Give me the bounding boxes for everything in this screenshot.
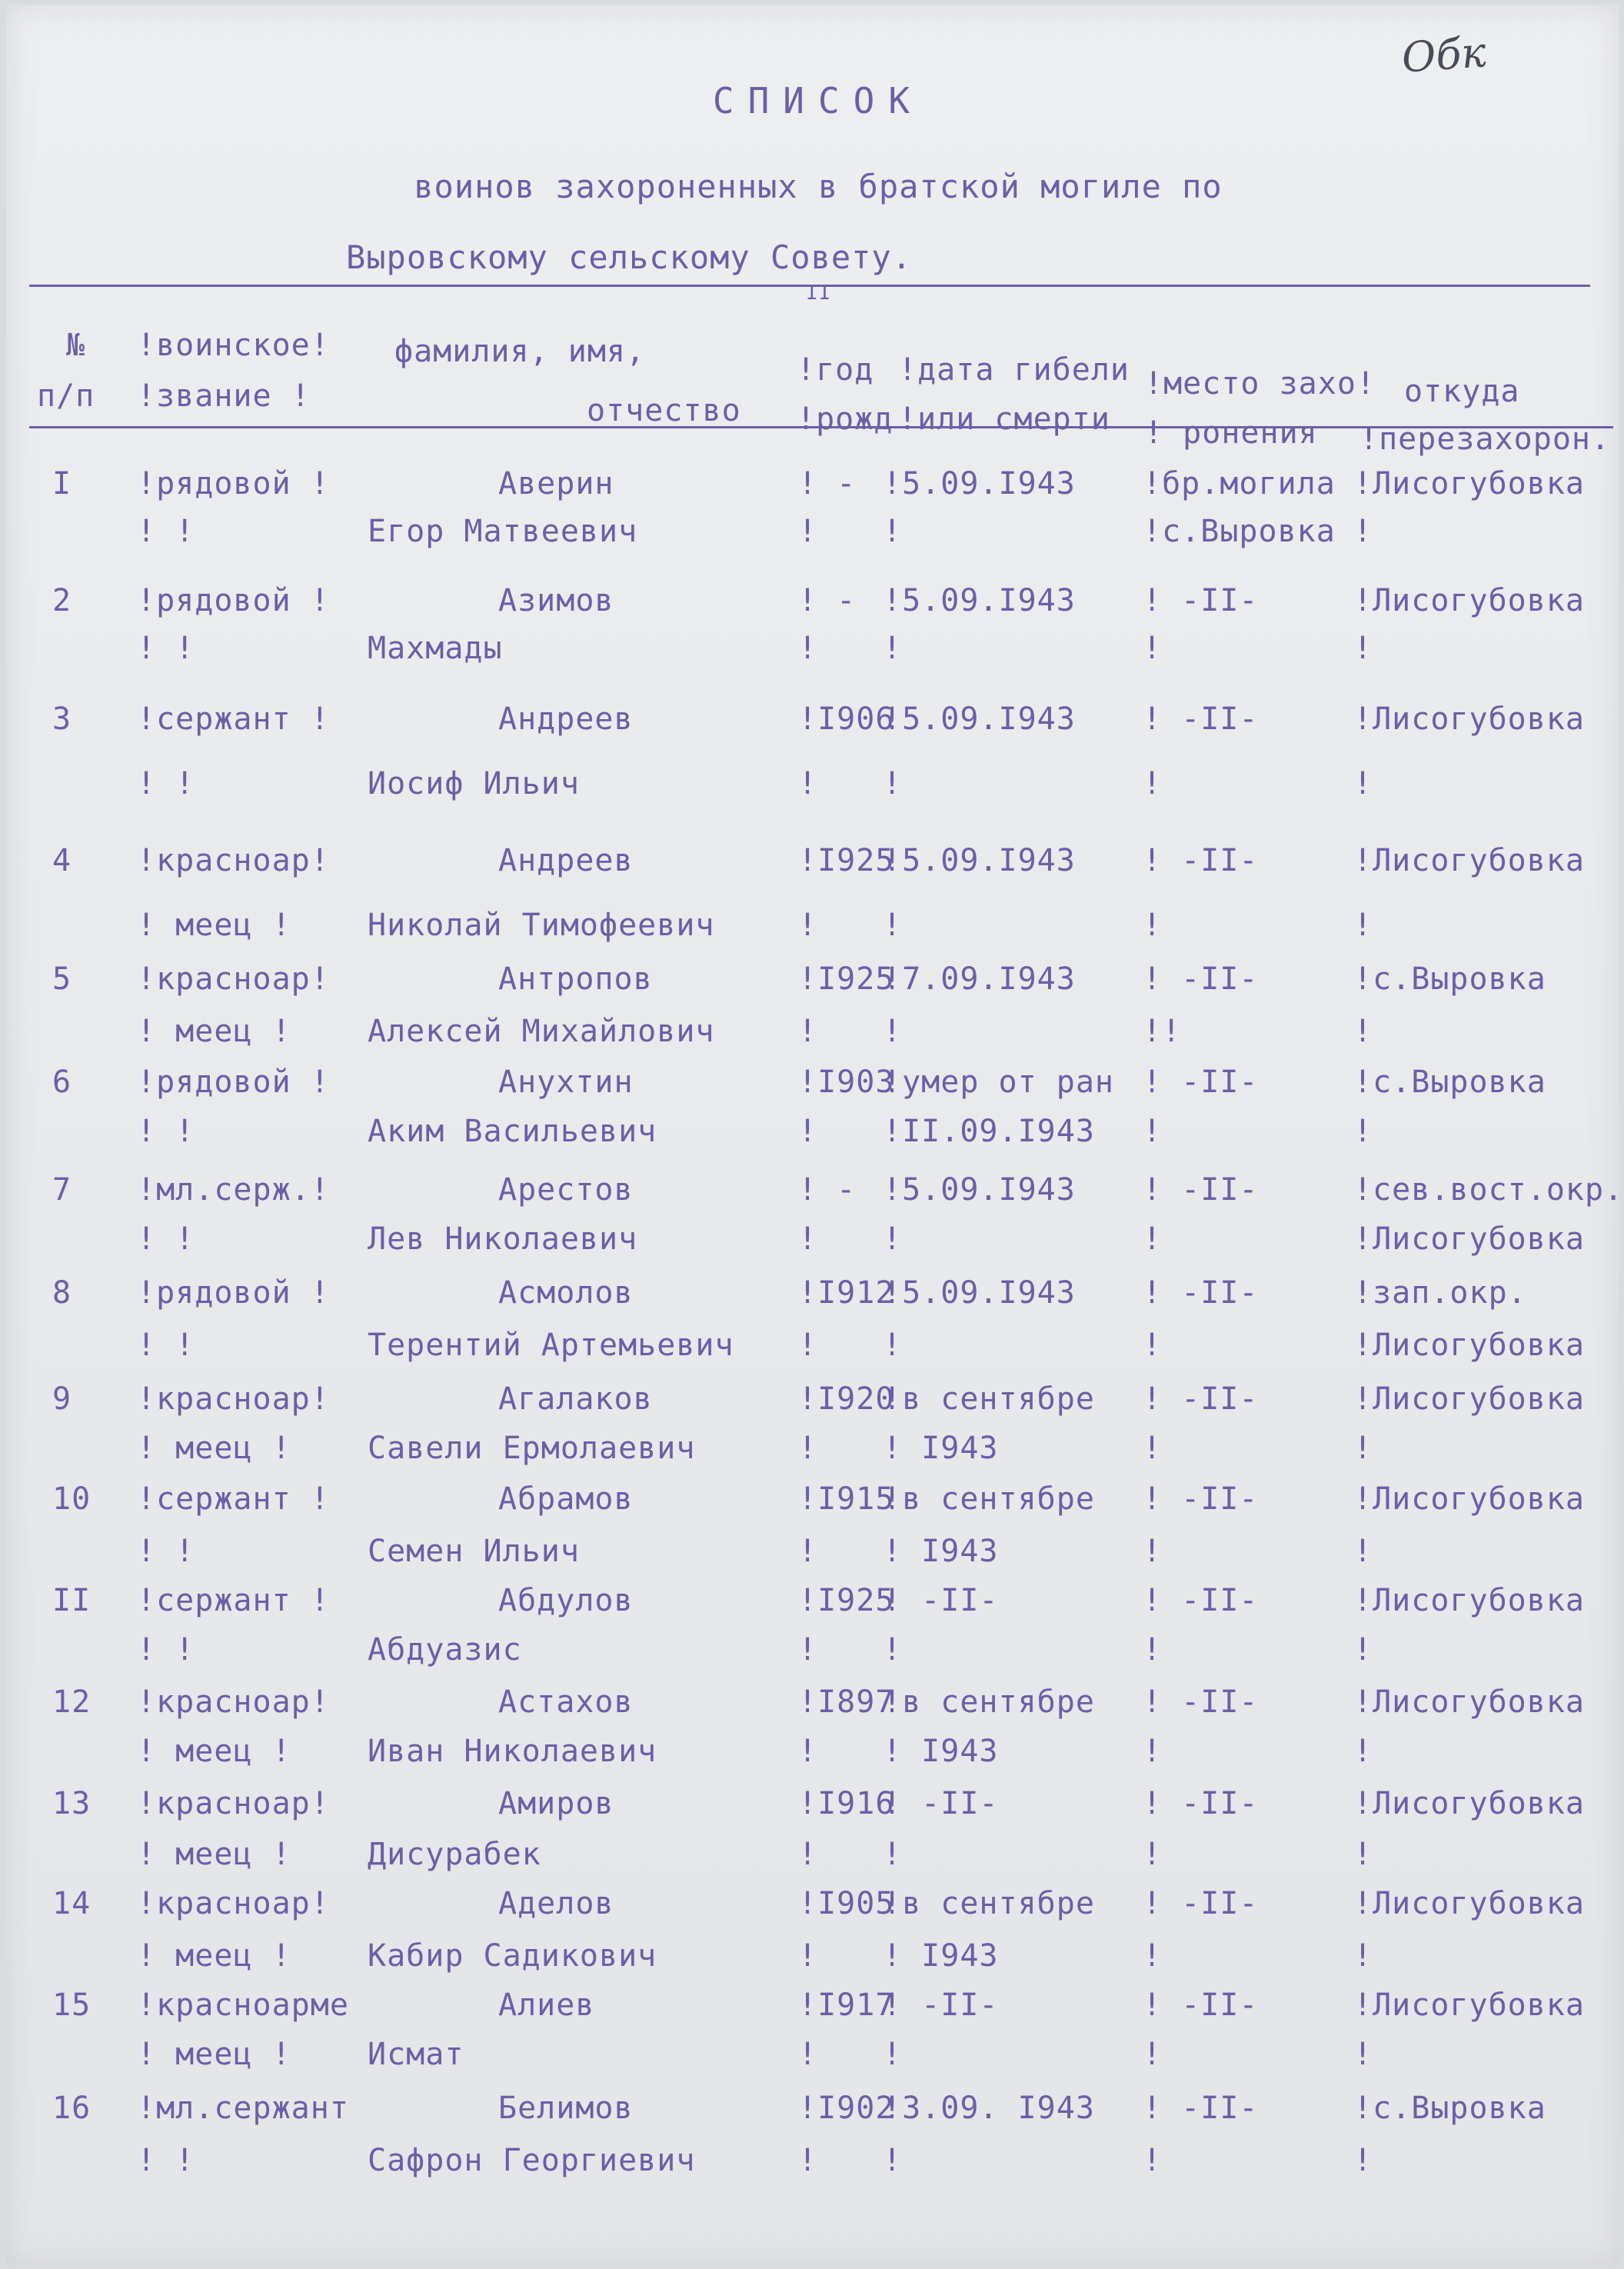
row-burial-place: ! -II- [1143, 1786, 1259, 1821]
row-rank-line2: ! меец ! [137, 1837, 291, 1872]
row-birth-year-line2: ! [798, 514, 818, 549]
row-death-date: ! -II- [883, 1786, 999, 1821]
row-birth-year: !I912 [798, 1275, 895, 1311]
row-rank-line2: ! меец ! [137, 1014, 291, 1049]
row-reburied-from-line2: ! [1353, 1938, 1373, 1974]
header-date-l1: !дата гибели [898, 352, 1130, 388]
row-number: 13 [52, 1786, 92, 1821]
row-rank-line1: !красноар! [137, 1786, 330, 1821]
row-birth-year: !I915 [798, 1481, 895, 1517]
row-death-date-line2: ! [883, 514, 903, 549]
row-number: 16 [52, 2091, 92, 2126]
row-number: 2 [52, 583, 72, 618]
header-rank-l1: !воинское! [137, 328, 330, 363]
row-rank-line1: !красноарме [137, 1987, 349, 2023]
row-number: 5 [52, 961, 72, 997]
document-title: СПИСОК [712, 80, 924, 122]
row-rank-line2: ! меец ! [137, 1938, 291, 1974]
row-burial-place-line2: ! [1143, 1938, 1163, 1974]
row-burial-place: ! -II- [1143, 1684, 1259, 1720]
row-birth-year-line2: ! [798, 631, 818, 666]
row-burial-place: ! -II- [1143, 1275, 1259, 1311]
row-death-date: !7.09.I943 [883, 961, 1076, 997]
row-burial-place: ! -II- [1143, 843, 1259, 878]
row-reburied-from: !с.Выровка [1353, 961, 1546, 997]
row-rank-line1: !сержант ! [137, 1481, 330, 1517]
row-burial-place-line2: ! [1143, 1734, 1163, 1769]
row-burial-place-line2: ! [1143, 1328, 1163, 1363]
row-birth-year-line2: ! [798, 1114, 818, 1149]
row-rank-line1: !сержант ! [137, 701, 330, 737]
row-birth-year-line2: ! [798, 1632, 818, 1668]
row-given-names: Сафрон Георгиевич [368, 2143, 696, 2178]
row-death-date: ! -II- [883, 1987, 999, 2023]
row-birth-year-line2: ! [798, 1014, 818, 1049]
row-birth-year: !I920 [798, 1381, 895, 1417]
row-reburied-from: !зап.окр. [1353, 1275, 1527, 1311]
row-surname: Амиров [498, 1786, 614, 1821]
row-rank-line2: ! ! [137, 1632, 195, 1668]
row-birth-year-line2: ! [798, 1328, 818, 1363]
row-death-date-line2: ! I943 [883, 1734, 999, 1769]
row-rank-line1: !сержант ! [137, 1583, 330, 1618]
row-number: 6 [52, 1065, 72, 1100]
row-given-names: Аким Васильевич [368, 1114, 657, 1149]
row-burial-place-line2: !! [1143, 1014, 1182, 1049]
row-birth-year-line2: ! [798, 1938, 818, 1974]
header-top-rule [29, 285, 1590, 287]
row-given-names: Семен Ильич [368, 1534, 580, 1569]
row-reburied-from-line2: ! [1353, 1734, 1373, 1769]
row-death-date: !в сентябре [883, 1481, 1095, 1517]
row-rank-line1: !красноар! [137, 961, 330, 997]
row-reburied-from-line2: ! [1353, 631, 1373, 666]
row-surname: Абрамов [498, 1481, 634, 1517]
header-year-l1: !год [797, 352, 874, 388]
row-given-names: Дисурабек [368, 1837, 541, 1872]
row-death-date: !5.09.I943 [883, 583, 1076, 618]
header-name-l1: фамилия, имя, [394, 334, 646, 369]
row-death-date: !в сентябре [883, 1684, 1095, 1720]
header-bottom-rule [29, 426, 1613, 428]
row-birth-year-line2: ! [798, 908, 818, 943]
row-surname: Азимов [498, 583, 614, 618]
row-birth-year: !I925 [798, 1583, 895, 1618]
row-death-date: !5.09.I943 [883, 701, 1076, 737]
row-burial-place-line2: ! [1143, 1221, 1163, 1257]
row-rank-line2: ! ! [137, 2143, 195, 2178]
row-reburied-from: !сев.вост.окр. [1353, 1172, 1624, 1208]
header-date-l2: !или смерти [898, 401, 1110, 437]
row-birth-year-line2: ! [798, 1837, 818, 1872]
header-name-l2: отчество [587, 393, 741, 428]
row-rank-line2: ! ! [137, 1221, 195, 1257]
row-surname: Агалаков [498, 1381, 653, 1417]
row-death-date: !5.09.I943 [883, 843, 1076, 878]
row-reburied-from-line2: ! [1353, 2037, 1373, 2072]
row-death-date: ! -II- [883, 1583, 999, 1618]
row-burial-place-line2: ! [1143, 908, 1163, 943]
row-surname: Белимов [498, 2091, 634, 2126]
row-rank-line1: !рядовой ! [137, 1275, 330, 1311]
row-birth-year: !I897 [798, 1684, 895, 1720]
row-rank-line1: !мл.серж.! [137, 1172, 330, 1208]
row-birth-year: ! - [798, 466, 857, 501]
row-given-names: Терентий Артемьевич [368, 1328, 734, 1363]
row-burial-place: ! -II- [1143, 1583, 1259, 1618]
row-burial-place-line2: ! [1143, 1114, 1163, 1149]
row-number: 10 [52, 1481, 92, 1517]
header-from-l2: !перезахорон. [1359, 421, 1611, 457]
row-reburied-from: !Лисогубовка [1353, 701, 1585, 737]
row-birth-year: ! - [798, 583, 857, 618]
row-burial-place: !бр.могила [1143, 466, 1336, 501]
row-reburied-from: !Лисогубовка [1353, 466, 1585, 501]
row-rank-line2: ! ! [137, 514, 195, 549]
document-sheet [6, 5, 1624, 2264]
row-rank-line2: ! ! [137, 766, 195, 801]
row-given-names: Махмады [368, 631, 503, 666]
row-burial-place-line2: ! [1143, 1837, 1163, 1872]
row-burial-place-line2: ! [1143, 631, 1163, 666]
row-death-date: !5.09.I943 [883, 1275, 1076, 1311]
document-subtitle-line1: воинов захороненных в братской могиле по [414, 168, 1223, 205]
row-reburied-from-line2: ! [1353, 1837, 1373, 1872]
row-birth-year: !I903 [798, 1065, 895, 1100]
row-death-date-line2: ! [883, 1632, 903, 1668]
row-reburied-from-line2: !Лисогубовка [1353, 1221, 1585, 1257]
row-rank-line1: !рядовой ! [137, 583, 330, 618]
row-birth-year: ! - [798, 1172, 857, 1208]
row-number: 4 [52, 843, 72, 878]
row-reburied-from-line2: ! [1353, 1014, 1373, 1049]
row-burial-place-line2: ! [1143, 2143, 1163, 2178]
row-birth-year: !I925 [798, 843, 895, 878]
row-death-date-line2: ! [883, 766, 903, 801]
row-birth-year-line2: ! [798, 1734, 818, 1769]
row-reburied-from-line2: ! [1353, 766, 1373, 801]
row-surname: Анухтин [498, 1065, 634, 1100]
corner-handwritten-mark: Обк [1399, 28, 1488, 82]
row-number: I [52, 466, 72, 501]
row-given-names: Иван Николаевич [368, 1734, 657, 1769]
row-given-names: Абдуазис [368, 1632, 522, 1668]
row-death-date-line2: ! [883, 631, 903, 666]
row-given-names: Иосиф Ильич [368, 766, 580, 801]
row-reburied-from-line2: ! [1353, 1534, 1373, 1569]
row-number: II [52, 1583, 92, 1618]
row-rank-line2: ! ! [137, 1534, 195, 1569]
row-birth-year-line2: ! [798, 1221, 818, 1257]
row-death-date: !умер от ран [883, 1065, 1114, 1100]
row-rank-line2: ! ! [137, 1114, 195, 1149]
row-number: 7 [52, 1172, 72, 1208]
row-birth-year-line2: ! [798, 766, 818, 801]
row-birth-year: !I916 [798, 1786, 895, 1821]
row-number: 14 [52, 1886, 92, 1921]
header-num-l1: № [66, 328, 86, 363]
row-death-date-line2: !II.09.I943 [883, 1114, 1095, 1149]
row-rank-line2: ! ! [137, 631, 195, 666]
row-reburied-from: !с.Выровка [1353, 2091, 1546, 2126]
row-burial-place-line2: ! [1143, 1632, 1163, 1668]
row-surname: Астахов [498, 1684, 634, 1720]
row-reburied-from: !Лисогубовка [1353, 1786, 1585, 1821]
row-birth-year: !I902 [798, 2091, 895, 2126]
row-rank-line1: !красноар! [137, 1886, 330, 1921]
row-death-date-line2: ! I943 [883, 1938, 999, 1974]
row-given-names: Николай Тимофеевич [368, 908, 715, 943]
row-rank-line1: !рядовой ! [137, 1065, 330, 1100]
row-given-names: Исмат [368, 2037, 464, 2072]
row-rank-line1: !рядовой ! [137, 466, 330, 501]
row-death-date-line2: ! [883, 1328, 903, 1363]
row-surname: Андреев [498, 843, 634, 878]
row-rank-line2: ! ! [137, 1328, 195, 1363]
row-number: 15 [52, 1987, 92, 2023]
row-burial-place-line2: ! [1143, 2037, 1163, 2072]
row-death-date-line2: ! I943 [883, 1534, 999, 1569]
header-from-l1: откуда [1404, 374, 1520, 409]
row-reburied-from-line2: ! [1353, 1632, 1373, 1668]
row-burial-place-line2: ! [1143, 1534, 1163, 1569]
row-rank-line2: ! меец ! [137, 1734, 291, 1769]
row-number: 12 [52, 1684, 92, 1720]
row-surname: Андреев [498, 701, 634, 737]
row-reburied-from: !Лисогубовка [1353, 843, 1585, 878]
header-year-l2: !рожд [797, 401, 894, 437]
row-rank-line2: ! меец ! [137, 1431, 291, 1466]
row-rank-line2: ! меец ! [137, 908, 291, 943]
row-death-date-line2: ! [883, 1014, 903, 1049]
row-burial-place-line2: ! [1143, 1431, 1163, 1466]
row-death-date-line2: ! [883, 1221, 903, 1257]
row-surname: Асмолов [498, 1275, 634, 1311]
row-reburied-from-line2: ! [1353, 514, 1373, 549]
row-death-date: !в сентябре [883, 1886, 1095, 1921]
row-rank-line1: !мл.сержант [137, 2091, 349, 2126]
row-burial-place: ! -II- [1143, 1886, 1259, 1921]
row-surname: Алиев [498, 1987, 595, 2023]
row-rank-line1: !красноар! [137, 1684, 330, 1720]
row-reburied-from: !Лисогубовка [1353, 1481, 1585, 1517]
header-num-l2: п/п [37, 378, 95, 414]
row-death-date: !3.09. I943 [883, 2091, 1095, 2126]
row-rank-line1: !красноар! [137, 1381, 330, 1417]
row-reburied-from: !с.Выровка [1353, 1065, 1546, 1100]
row-given-names: Лев Николаевич [368, 1221, 638, 1257]
row-birth-year: !I905 [798, 1886, 895, 1921]
row-burial-place-line2: ! [1143, 766, 1163, 801]
page-number: II [806, 282, 832, 305]
row-given-names: Егор Матвеевич [368, 514, 638, 549]
row-burial-place: ! -II- [1143, 701, 1259, 737]
row-surname: Антропов [498, 961, 653, 997]
row-given-names: Савели Ермолаевич [368, 1431, 696, 1466]
header-rank-l2: !звание ! [137, 378, 311, 414]
header-place-l2: ! ронения [1144, 415, 1318, 451]
row-reburied-from: !Лисогубовка [1353, 1886, 1585, 1921]
row-reburied-from-line2: ! [1353, 908, 1373, 943]
row-burial-place-line2: !с.Выровка [1143, 514, 1336, 549]
row-surname: Аверин [498, 466, 614, 501]
row-reburied-from: !Лисогубовка [1353, 1381, 1585, 1417]
row-burial-place: ! -II- [1143, 961, 1259, 997]
row-death-date-line2: ! [883, 2037, 903, 2072]
row-reburied-from-line2: ! [1353, 2143, 1373, 2178]
document-subtitle-line2: Выровскому сельскому Совету. [345, 238, 912, 276]
row-given-names: Алексей Михайлович [368, 1014, 715, 1049]
row-reburied-from-line2: ! [1353, 1431, 1373, 1466]
row-burial-place: ! -II- [1143, 1987, 1259, 2023]
row-reburied-from-line2: !Лисогубовка [1353, 1328, 1585, 1363]
row-burial-place: ! -II- [1143, 1481, 1259, 1517]
row-number: 8 [52, 1275, 72, 1311]
row-burial-place: ! -II- [1143, 583, 1259, 618]
row-reburied-from: !Лисогубовка [1353, 583, 1585, 618]
row-birth-year-line2: ! [798, 2143, 818, 2178]
row-death-date: !5.09.I943 [883, 1172, 1076, 1208]
row-surname: Арестов [498, 1172, 634, 1208]
row-burial-place: ! -II- [1143, 1381, 1259, 1417]
row-rank-line1: !красноар! [137, 843, 330, 878]
row-death-date: !в сентябре [883, 1381, 1095, 1417]
row-number: 9 [52, 1381, 72, 1417]
row-rank-line2: ! меец ! [137, 2037, 291, 2072]
row-birth-year-line2: ! [798, 1534, 818, 1569]
row-burial-place: ! -II- [1143, 1172, 1259, 1208]
row-surname: Аделов [498, 1886, 614, 1921]
row-reburied-from: !Лисогубовка [1353, 1583, 1585, 1618]
row-surname: Абдулов [498, 1583, 634, 1618]
row-given-names: Кабир Садикович [368, 1938, 657, 1974]
row-birth-year: !I906 [798, 701, 895, 737]
row-number: 3 [52, 701, 72, 737]
row-burial-place: ! -II- [1143, 1065, 1259, 1100]
row-death-date-line2: ! [883, 2143, 903, 2178]
row-death-date: !5.09.I943 [883, 466, 1076, 501]
row-reburied-from: !Лисогубовка [1353, 1684, 1585, 1720]
row-burial-place: ! -II- [1143, 2091, 1259, 2126]
row-birth-year: !I925 [798, 961, 895, 997]
header-place-l1: !место захо! [1144, 366, 1376, 401]
row-reburied-from-line2: ! [1353, 1114, 1373, 1149]
row-reburied-from: !Лисогубовка [1353, 1987, 1585, 2023]
row-birth-year-line2: ! [798, 1431, 818, 1466]
row-death-date-line2: ! I943 [883, 1431, 999, 1466]
row-death-date-line2: ! [883, 1837, 903, 1872]
row-death-date-line2: ! [883, 908, 903, 943]
row-birth-year: !I917 [798, 1987, 895, 2023]
row-birth-year-line2: ! [798, 2037, 818, 2072]
